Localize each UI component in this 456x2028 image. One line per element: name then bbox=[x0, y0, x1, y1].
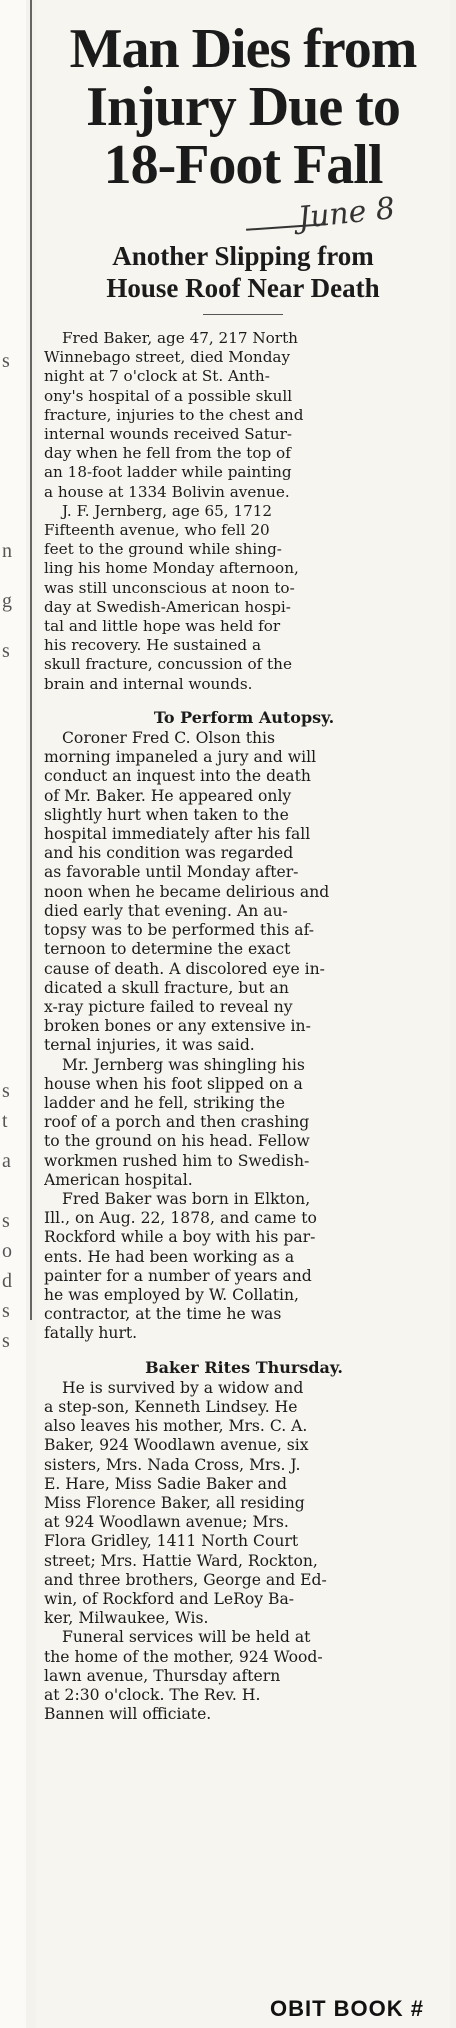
article-line: sisters, Mrs. Nada Cross, Mrs. J. bbox=[44, 1455, 301, 1474]
article-line: he was employed by W. Collatin, bbox=[44, 1285, 299, 1304]
headline-line: 18-Foot Fall bbox=[103, 134, 383, 196]
article-line: morning impaneled a jury and will bbox=[44, 748, 317, 767]
article-line: house when his foot slipped on a bbox=[44, 1074, 303, 1093]
article-line: Funeral services will be held at bbox=[62, 1628, 311, 1647]
column-rule bbox=[30, 0, 32, 1320]
article-line: ents. He had been working as a bbox=[44, 1247, 295, 1266]
article-line: brain and internal wounds. bbox=[44, 674, 253, 693]
article-line: ony's hospital of a possible skull bbox=[44, 386, 293, 405]
article-line: at 2:30 o'clock. The Rev. H. bbox=[44, 1686, 261, 1705]
article-line: painter for a number of years and bbox=[44, 1266, 312, 1285]
headline-line: Man Dies from bbox=[69, 18, 417, 80]
article-line: conduct an inquest into the death bbox=[44, 767, 311, 786]
article-line: his recovery. He sustained a bbox=[44, 636, 262, 655]
article-line: fatally hurt. bbox=[44, 1324, 138, 1343]
margin-fragment: s bbox=[2, 350, 10, 372]
article-line: fracture, injuries to the chest and bbox=[44, 405, 304, 424]
article-line: Flora Gridley, 1411 North Court bbox=[44, 1532, 299, 1551]
article-line: a step-son, Kenneth Lindsey. He bbox=[44, 1397, 298, 1416]
article-line: Fifteenth avenue, who fell 20 bbox=[44, 521, 270, 540]
article-line: Fred Baker was born in Elkton, bbox=[62, 1189, 311, 1208]
article-line: roof of a porch and then crashing bbox=[44, 1113, 310, 1132]
article-line: lawn avenue, Thursday aftern bbox=[44, 1666, 281, 1685]
divider bbox=[203, 314, 283, 315]
article-line: Coroner Fred C. Olson this bbox=[62, 729, 276, 748]
subheadline-line: Another Slipping from bbox=[112, 241, 374, 271]
article-line: the home of the mother, 924 Wood- bbox=[44, 1647, 323, 1666]
article-line: He is survived by a widow and bbox=[62, 1378, 304, 1397]
article-line: ling his home Monday afternoon, bbox=[44, 559, 299, 578]
article-line: a house at 1334 Bolivin avenue. bbox=[44, 482, 290, 501]
headline-line: Injury Due to bbox=[86, 76, 400, 138]
article-line: also leaves his mother, Mrs. C. A. bbox=[44, 1417, 308, 1436]
article-line: died early that evening. An au- bbox=[44, 901, 288, 920]
article-line: slightly hurt when taken to the bbox=[44, 805, 289, 824]
article-line: Mr. Jernberg was shingling his bbox=[62, 1055, 305, 1074]
article-line: Baker, 924 Woodlawn avenue, six bbox=[44, 1436, 309, 1455]
margin-fragment: o bbox=[2, 1240, 12, 1262]
margin-fragment: s bbox=[2, 1210, 10, 1232]
article-line: x-ray picture failed to reveal ny bbox=[44, 997, 293, 1016]
adjacent-column-fragment bbox=[0, 0, 26, 2028]
article-line: hospital immediately after his fall bbox=[44, 825, 311, 844]
margin-fragment: s bbox=[2, 1330, 10, 1352]
section-heading: Baker Rites Thursday. bbox=[145, 1357, 343, 1377]
article-line: E. Hare, Miss Sadie Baker and bbox=[44, 1474, 288, 1493]
article-line: broken bones or any extensive in- bbox=[44, 1017, 311, 1036]
article-line: ternal injuries, it was said. bbox=[44, 1036, 255, 1055]
newspaper-clipping bbox=[36, 0, 450, 2028]
obit-book-stamp: OBIT BOOK # bbox=[269, 1996, 424, 2021]
article-line: Miss Florence Baker, all residing bbox=[44, 1493, 305, 1512]
article-line: noon when he became delirious and bbox=[44, 882, 330, 901]
margin-fragment: t bbox=[2, 1110, 8, 1132]
article-line: street; Mrs. Hattie Ward, Rockton, bbox=[44, 1551, 318, 1570]
article-line: skull fracture, concussion of the bbox=[44, 655, 292, 674]
article-line: Bannen will officiate. bbox=[44, 1705, 212, 1724]
margin-fragment: s bbox=[2, 1300, 10, 1322]
article-line: win, of Rockford and LeRoy Ba- bbox=[44, 1590, 295, 1608]
article-line: workmen rushed him to Swedish- bbox=[44, 1151, 310, 1170]
article-line: contractor, at the time he was bbox=[44, 1305, 282, 1324]
article-line: internal wounds received Satur- bbox=[44, 425, 293, 444]
article-line: day when he fell from the top of bbox=[44, 444, 291, 463]
margin-fragment: s bbox=[2, 1080, 10, 1102]
article-line: feet to the ground while shing- bbox=[44, 540, 282, 559]
article-line: topsy was to be performed this af- bbox=[44, 921, 315, 940]
margin-fragment: a bbox=[2, 1150, 11, 1172]
article-section-autopsy bbox=[44, 708, 444, 1344]
article-line: and three brothers, George and Ed- bbox=[44, 1570, 327, 1589]
article-line: at 924 Woodlawn avenue; Mrs. bbox=[44, 1513, 289, 1532]
article-line: tal and little hope was held for bbox=[44, 617, 281, 636]
article-line: and his condition was regarded bbox=[44, 844, 294, 863]
article-line: Winnebago street, died Monday bbox=[44, 348, 291, 367]
article-line: was still unconscious at noon to- bbox=[44, 578, 295, 597]
article-line: of Mr. Baker. He appeared only bbox=[44, 786, 292, 805]
article-line: as favorable until Monday after- bbox=[44, 863, 299, 882]
article-line: ladder and he fell, striking the bbox=[44, 1093, 285, 1112]
margin-fragment: n bbox=[2, 540, 12, 562]
article-section-rites bbox=[44, 1358, 444, 1725]
margin-fragment: d bbox=[2, 1270, 12, 1292]
margin-fragment: s bbox=[2, 640, 10, 662]
article-line: American hospital. bbox=[44, 1170, 193, 1189]
article-line: night at 7 o'clock at St. Anth- bbox=[44, 367, 270, 386]
article-line: Fred Baker, age 47, 217 North bbox=[62, 329, 298, 347]
article-line: an 18-foot ladder while painting bbox=[44, 463, 292, 482]
article-line: dicated a skull fracture, but an bbox=[44, 978, 289, 997]
section-heading: To Perform Autopsy. bbox=[153, 707, 335, 727]
article-line: cause of death. A discolored eye in- bbox=[44, 959, 325, 978]
article-line: day at Swedish-American hospi- bbox=[44, 597, 291, 616]
handwritten-date: June 8 bbox=[296, 191, 397, 236]
article-line: Ill., on Aug. 22, 1878, and came to bbox=[44, 1209, 317, 1228]
margin-fragment: g bbox=[2, 590, 12, 612]
article-line: Rockford while a boy with his par- bbox=[44, 1228, 316, 1247]
subheadline-line: House Roof Near Death bbox=[106, 273, 380, 303]
article-lead bbox=[44, 329, 444, 694]
article-line: ternoon to determine the exact bbox=[44, 940, 291, 959]
headline bbox=[36, 20, 450, 194]
article-line: ker, Milwaukee, Wis. bbox=[44, 1609, 209, 1628]
subheadline bbox=[36, 240, 450, 304]
article-line: to the ground on his head. Fellow bbox=[44, 1132, 310, 1151]
article-line: J. F. Jernberg, age 65, 1712 bbox=[62, 501, 273, 520]
